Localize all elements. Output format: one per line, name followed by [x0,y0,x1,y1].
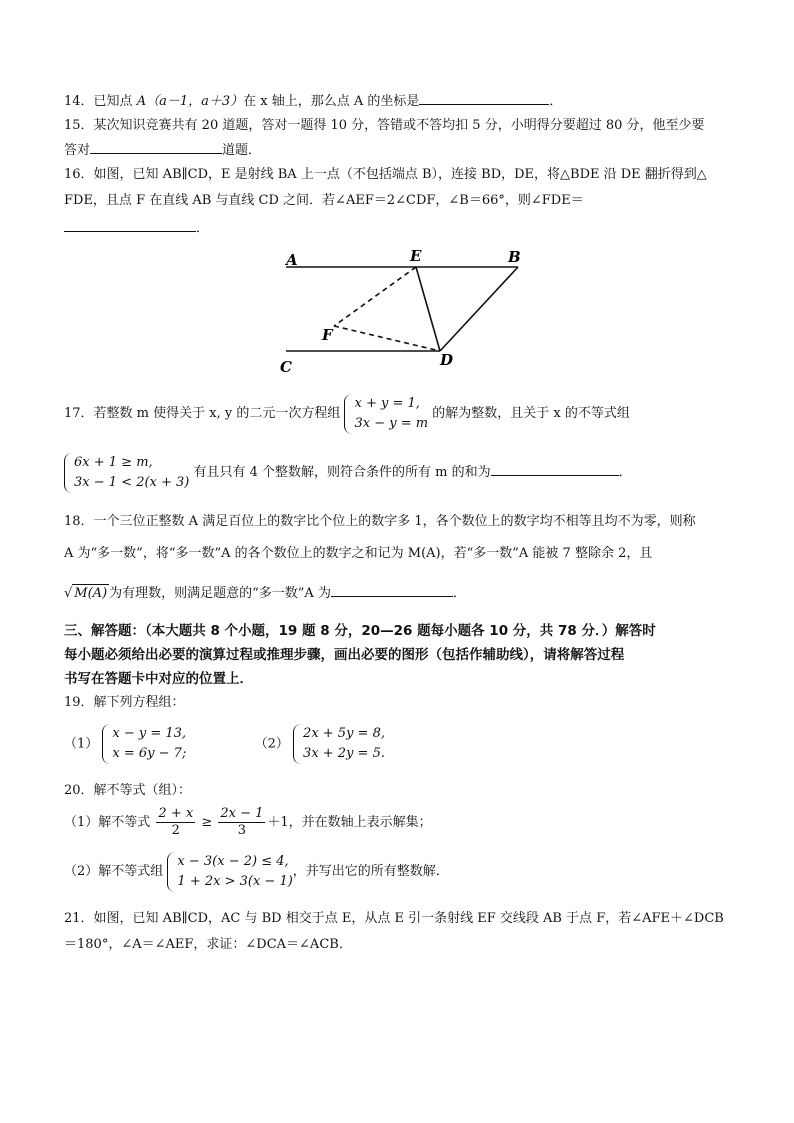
q14-point: A（a－1，a＋3） [136,94,244,109]
q19-p2-label: （2） [254,736,289,752]
q19-title: 19．解下列方程组： [64,695,185,710]
q17-sys1-eq2: 3x − y = m [354,415,429,431]
q17-end: ． [618,465,632,480]
q19-p2-eq2: 3x + 2y = 5. [303,746,385,761]
q14-answer-blank[interactable] [419,92,549,105]
q17-answer-blank[interactable] [491,463,619,476]
q17-line1 [64,392,630,436]
label-a: A [286,251,298,269]
q18-line1: 18．一个三位正整数 A 满足百位上的数字比个位上的数字多 1，各个数位上的数字均不相等且均不为零，则称 [64,514,696,529]
q20-title: 20．解不等式（组）： [64,783,192,798]
q19-system1 [102,724,186,764]
q15-answer-blank[interactable] [90,141,222,154]
q17-system1 [344,394,428,434]
q16-line1: 16．如图，已知 AB∥CD，E 是射线 BA 上一点（不包括端点 B），连接 BD，DE，将△BDE 沿 DE 翻折得到△ [64,167,707,182]
q15-line1: 15．某次知识竞赛共有 20 道题，答对一题得 10 分，答错或不答均扣 5 分，小明得分要超过 80 分，他至少要 [64,118,705,133]
q21-line1: 21．如图，已知 AB∥CD，AC 与 BD 相交于点 E，从点 E 引一条射线 EF 交线段 AB 于点 F，若∠AFE＋∠DCB [64,911,724,926]
q20-p2-text: （2）解不等式组 [64,864,164,879]
q20-sys-eq1: x − 3(x − 2) ≤ 4, [177,853,289,869]
label-c: C [280,358,292,376]
q18-text: 为有理数，则满足题意的“多一数”A 为 [109,586,331,601]
q20-sys-eq2: 1 + 2x > 3(x − 1) [177,873,293,889]
label-d: D [440,351,454,369]
q20-frac2 [218,806,265,839]
section3-line3: 书写在答题卡中对应的位置上． [64,671,253,687]
q16-line2: FDE，且点 F 在直线 AB 与直线 CD 之间．若∠AEF＝2∠CDF，∠B＝66°，则∠FDE＝ [64,193,584,208]
section3-line1: 三、解答题：（本大题共 8 个小题，19 题 8 分，20—26 题每小题各 10 分，共 78 分．）解答时 [64,623,656,639]
q17-text-c: 有且只有 4 个整数解，则符合条件的所有 m 的和为 [193,465,491,480]
q20-ge: ≥ [201,815,213,830]
q20-system [167,852,292,892]
q15-text: 答对 [64,143,91,158]
q20-frac1 [156,806,195,839]
q20-p1-text: （1）解不等式 [64,815,151,830]
q18-sqrt: M(A) [74,586,108,601]
q17-sys2-eq2: 3x − 1 < 2(x + 3) [74,474,190,490]
q14-end: ． [549,94,563,109]
q17-text-b: 的解为整数，且关于 x 的不等式组 [432,406,630,421]
label-f: F [322,326,333,344]
q16-answer-blank[interactable] [64,219,196,232]
q20-p2-text-b: ，并写出它的所有整数解． [292,864,449,879]
q15-line2 [64,141,261,160]
q18-answer-blank[interactable] [331,584,453,597]
q14 [64,92,562,111]
q20-frac2-num: 2x − 1 [220,806,264,821]
segment-ef-dashed [334,267,416,326]
figure-16 [270,244,540,378]
q17-text: 17．若整数 m 使得关于 x, y 的二元一次方程组 [64,406,341,421]
segment-ed [416,267,440,351]
q21-line2: ＝180°，∠A＝∠AEF，求证：∠DCA＝∠ACB． [64,937,352,952]
q19-p1-eq1: x − y = 13, [112,726,187,741]
q20-p1-text-b: ＋1，并在数轴上表示解集； [267,815,432,830]
q17-sys2-eq1: 6x + 1 ≥ m, [74,454,153,470]
q14-text-b: 在 x 轴上，那么点 A 的坐标是 [243,94,420,109]
segment-bd [440,267,518,351]
q20-p2 [64,850,449,894]
q14-text: 14．已知点 [64,94,137,109]
segment-fd-dashed [334,326,440,351]
section3-line2: 每小题必须给出必要的演算过程或推理步骤，画出必要的图形（包括作辅助线），请将解答过程 [64,647,625,663]
q19-p2-eq1: 2x + 5y = 8, [303,726,385,741]
label-b: B [508,248,521,266]
q16-line3 [64,219,209,238]
q19-system2 [293,724,385,764]
q17-line2 [64,451,632,495]
q17-sys1-eq1: x + y = 1, [354,395,420,411]
q19-parts [64,724,385,764]
q18-line2: A 为“多一数”，将“多一数”A 的各个数位上的数字之和记为 M(A)，若“多一数”A 能被 7 整除余 2，且 [64,546,653,561]
q16-end: ． [196,221,210,236]
q18-line3: √ M(A) 为有理数，则满足题意的“多一数”A 为 ． [64,586,466,601]
q19-p1-label: （1） [64,736,99,752]
q20-frac1-den: 2 [171,823,180,838]
q20-p1 [64,805,432,841]
q20-frac1-num: 2 + x [158,806,194,821]
q20-frac2-den: 3 [237,823,247,838]
q15-text-b: 道题． [222,143,262,158]
q19-p1-eq2: x = 6y − 7; [112,746,187,761]
label-e: E [410,247,422,265]
q17-system2 [64,453,189,493]
q18-end: ． [452,586,466,601]
